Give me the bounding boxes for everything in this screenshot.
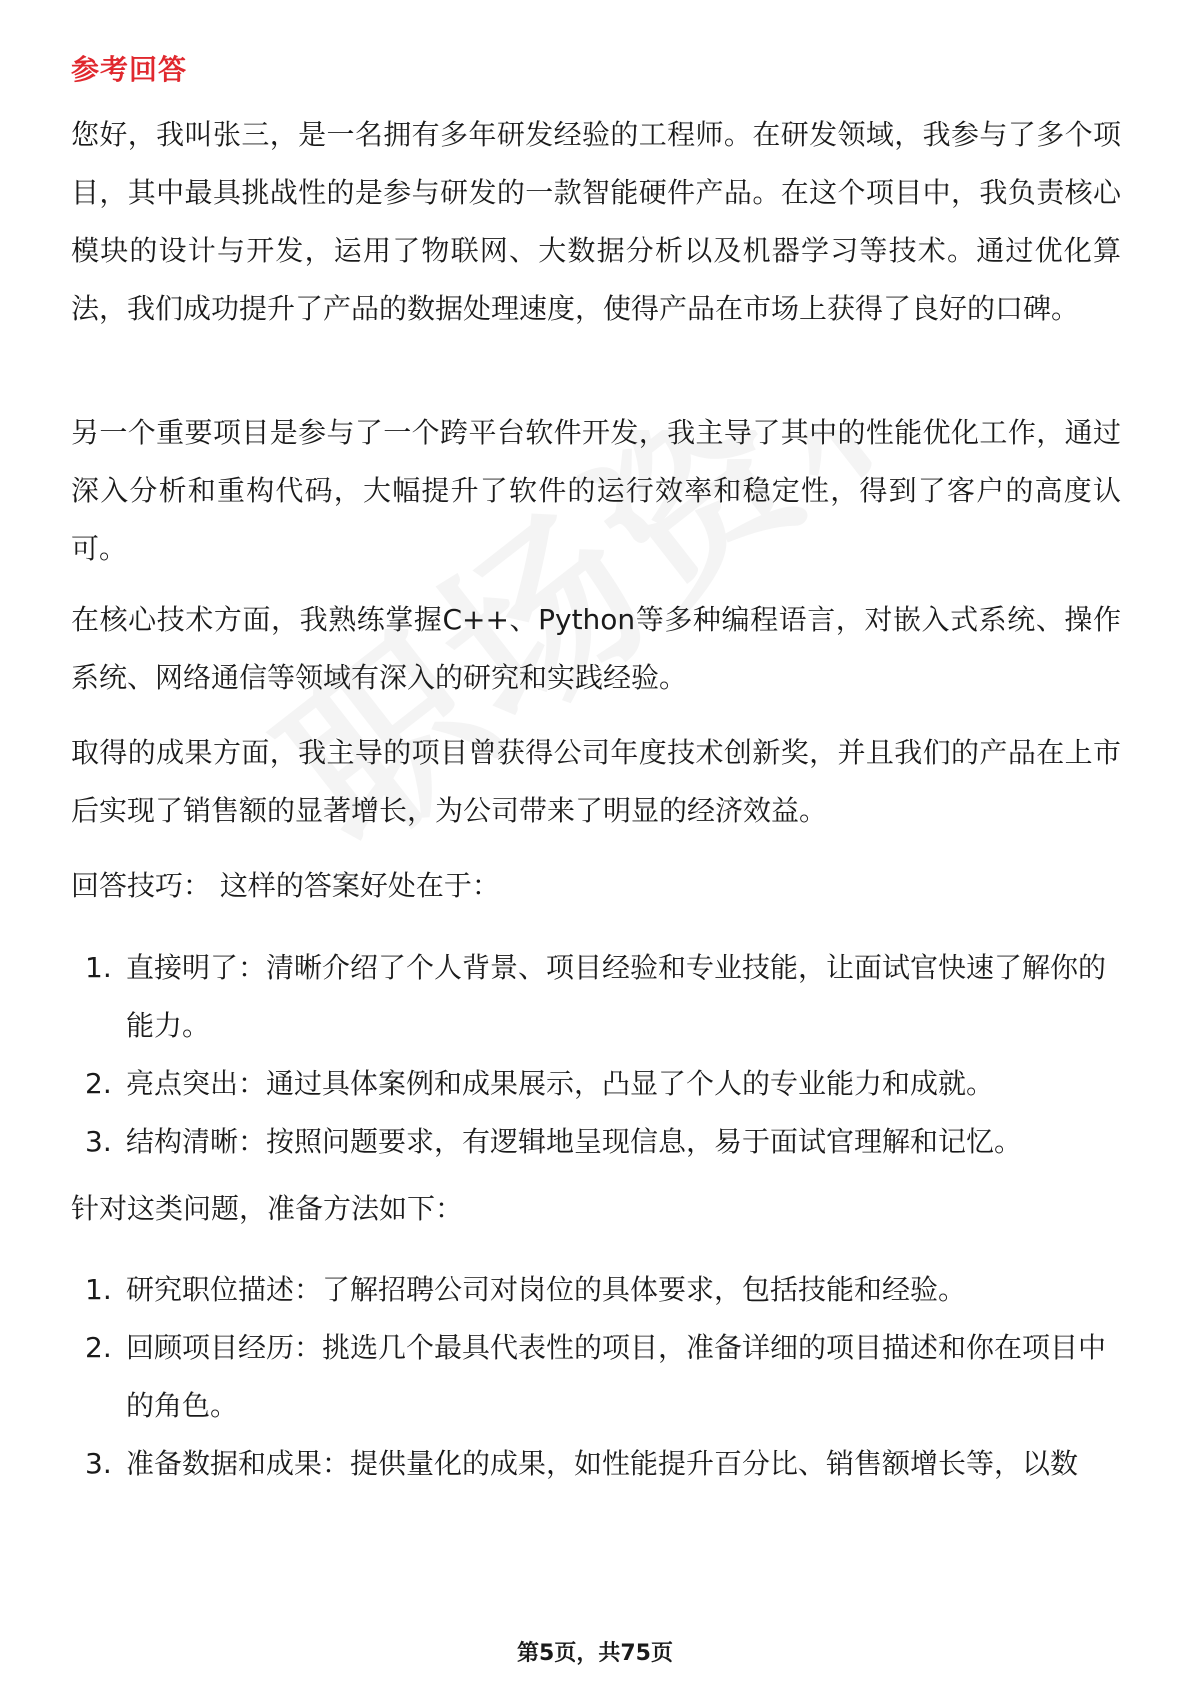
list-item: 3. 准备数据和成果：提供量化的成果，如性能提升百分比、销售额增长等，以数 xyxy=(85,1447,1079,1480)
section-heading: 参考回答 xyxy=(71,53,188,86)
prep-intro: 针对这类问题，准备方法如下： xyxy=(71,1192,464,1225)
list-item: 2. 亮点突出：通过具体案例和成果展示，凸显了个人的专业能力和成就。 xyxy=(85,1067,995,1100)
project-paragraph: 另一个重要项目是参与了一个跨平台软件开发，我主导了其中的性能优化工作，通过深入分析和重构代码，大幅提升了软件的运行效率和稳定性，得到了客户的高度认可。 xyxy=(71,416,1121,565)
intro-paragraph: 您好，我叫张三，是一名拥有多年研发经验的工程师。在研发领域，我参与了多个项目，其中最具挑战性的是参与研发的一款智能硬件产品。在这个项目中，我负责核心模块的设计与开发，运用了物联网、大数据分析以及机器学习等技术。通过优化算法，我们成功提升了产品的数据处理速度，使得产品在市场上获得了良好的口碑。 xyxy=(71,118,1121,325)
list-item: 2. 回顾项目经历：挑选几个最具代表性的项目，准备详细的项目描述和你在项目中的角色。 xyxy=(85,1331,1107,1422)
list-item: 1. 研究职位描述：了解招聘公司对岗位的具体要求，包括技能和经验。 xyxy=(85,1273,967,1306)
skills-paragraph: 在核心技术方面，我熟练掌握C++、Python等多种编程语言，对嵌入式系统、操作系统、网络通信等领域有深入的研究和实践经验。 xyxy=(71,603,1121,694)
list-item: 1. 直接明了：清晰介绍了个人背景、项目经验和专业技能，让面试官快速了解你的能力。 xyxy=(85,951,1107,1042)
tips-list xyxy=(71,939,1121,1171)
list-item: 3. 结构清晰：按照问题要求，有逻辑地呈现信息，易于面试官理解和记忆。 xyxy=(85,1125,1023,1158)
tips-intro: 回答技巧： 这样的答案好处在于： xyxy=(71,869,500,902)
achievements-paragraph: 取得的成果方面，我主导的项目曾获得公司年度技术创新奖，并且我们的产品在上市后实现了销售额的显著增长，为公司带来了明显的经济效益。 xyxy=(71,736,1121,827)
page-number: 第5页，共75页 xyxy=(517,1641,673,1666)
prep-list xyxy=(71,1261,1121,1493)
